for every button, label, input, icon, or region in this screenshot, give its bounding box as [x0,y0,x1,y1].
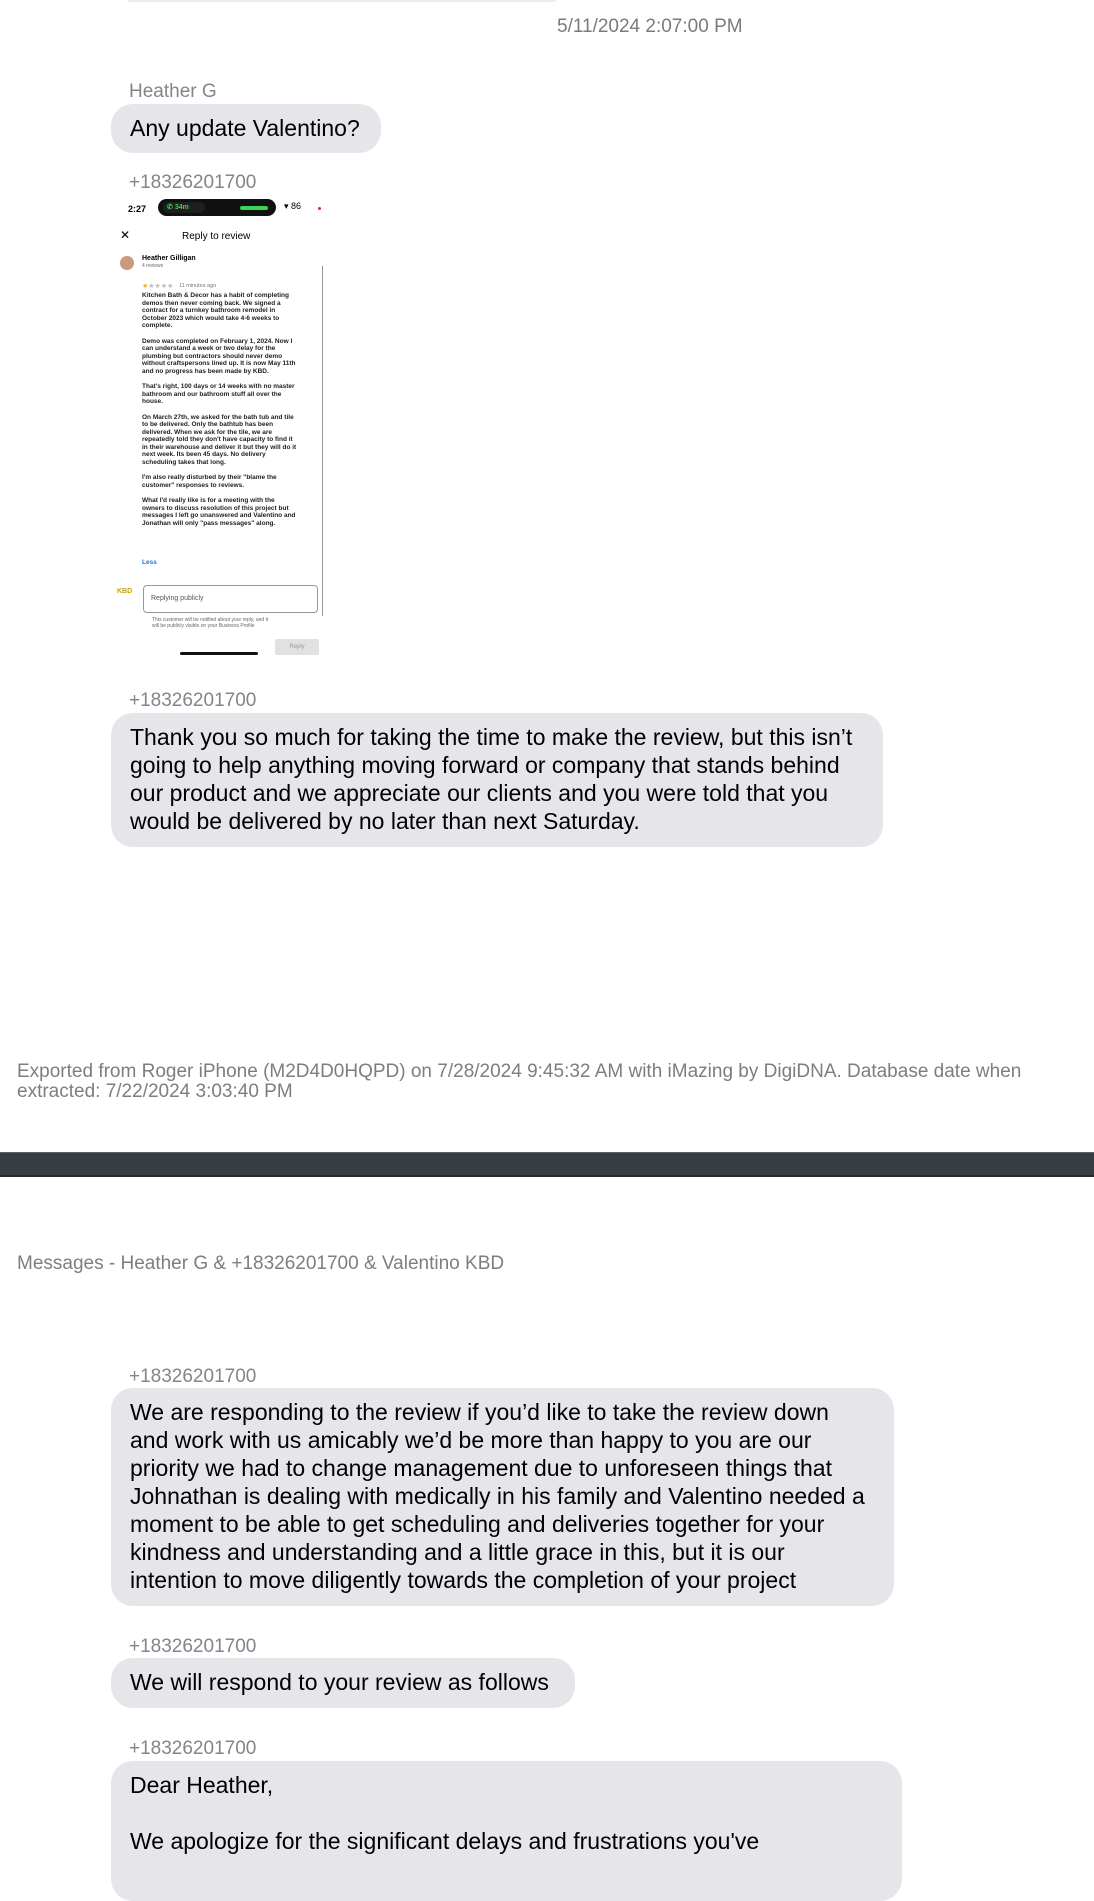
sender-label: +18326201700 [129,172,257,193]
reply-notice: This customer will be notified about your reply, and it will be publicly visible on your Business Profile [152,617,269,629]
call-timer [163,202,205,213]
reply-button: Reply [275,639,319,655]
avatar [120,256,134,270]
export-footer: Exported from Roger iPhone (M2D4D0HQPD) on 7/28/2024 9:45:32 AM with iMazing by DigiDNA. Database date when extracted: 7/22/2024 3:03:40 PM [17,1061,1022,1102]
sender-label: +18326201700 [129,1738,257,1759]
sender-label: +18326201700 [129,690,257,711]
audio-wave-icon [240,206,268,210]
review-time: 11 minutes ago [179,283,217,289]
sender-label: +18326201700 [129,1636,257,1657]
reviewer-name: Heather Gilligan [142,255,196,262]
message-bubble[interactable]: We are responding to the review if you’d like to take the review down and work with us amicably we’d be more than happy to you are our priority we had to change management due to unforeseen things that Johnathan is dealing with medically in his family and Valentino needed a moment to be able to get scheduling and deliveries together for your kindness and understanding and a little grace in this, but it is our intention to move diligently towards the completion of your project [111,1388,894,1606]
sender-label: Heather G [129,81,217,102]
page-divider [0,1152,1094,1177]
empty-stars-icon: ★★★★ [148,283,174,290]
reply-title: Reply to review [182,231,251,242]
message-bubble[interactable]: Any update Valentino? [111,104,381,153]
scrollbar [322,266,323,616]
review-text: Kitchen Bath & Decor has a habit of completing demos then never coming back. We signed a contract for a turnkey bathroom remodel in October 2023 which would take 4-6 weeks to complete. Demo was completed on February 1, 2024. Now I can understand a week or two delay for the plumbing but contractors should never demo without craftspersons lined up. It is now May 11th and no progress has been made by KBD. That's right, 100 days or 14 weeks with no master bathroom and our bathroom stuff all over the house. On March 27th, we asked for the bath tub and tile to be delivered. Only the bathtub has been delivered. When we ask for the tile, we are repeatedly told they don't have capacity to find it in their warehouse and deliver it but they will do it next week. Its been 45 days. No delivery scheduling takes that long. I'm also really disturbed by their "blame the customer" responses to reviews. What I'd really like is for a meeting with the owners to discuss resolution of this project but messages I left go unanswered and Valentino and Jonathan will only "pass messages" along. [142,292,297,527]
home-indicator [180,652,258,655]
reply-input: Replying publicly [143,585,318,613]
status-time: 2:27 [128,204,147,214]
kbd-logo: KBD [117,588,133,595]
star-rating [142,282,173,290]
dynamic-island [158,199,276,216]
reviewer-count: 4 reviews [142,263,164,269]
page-header: Messages - Heather G & +18326201700 & Valentino KBD [17,1253,505,1274]
message-timestamp: 5/11/2024 2:07:00 PM [557,16,743,37]
image-attachment[interactable] [112,196,326,662]
call-label: 34m [174,204,189,211]
star-icon: ★ [142,283,149,290]
phone-icon: ✆ [167,204,173,211]
recording-dot-icon [318,207,321,210]
message-bubble[interactable]: Thank you so much for taking the time to make the review, but this isn’t going to help anything moving forward or company that stands behind our product and we appreciate our clients and you were told that you would be delivered by no later than next Saturday. [111,713,883,847]
close-icon: ✕ [120,228,131,242]
top-rule [128,0,556,2]
message-bubble[interactable]: We will respond to your review as follows [111,1658,575,1708]
less-link: Less [142,559,157,566]
sender-label: +18326201700 [129,1366,257,1387]
message-bubble[interactable]: Dear Heather, We apologize for the significant delays and frustrations you've [111,1761,902,1901]
status-icons: ▾ 86 [284,201,302,211]
